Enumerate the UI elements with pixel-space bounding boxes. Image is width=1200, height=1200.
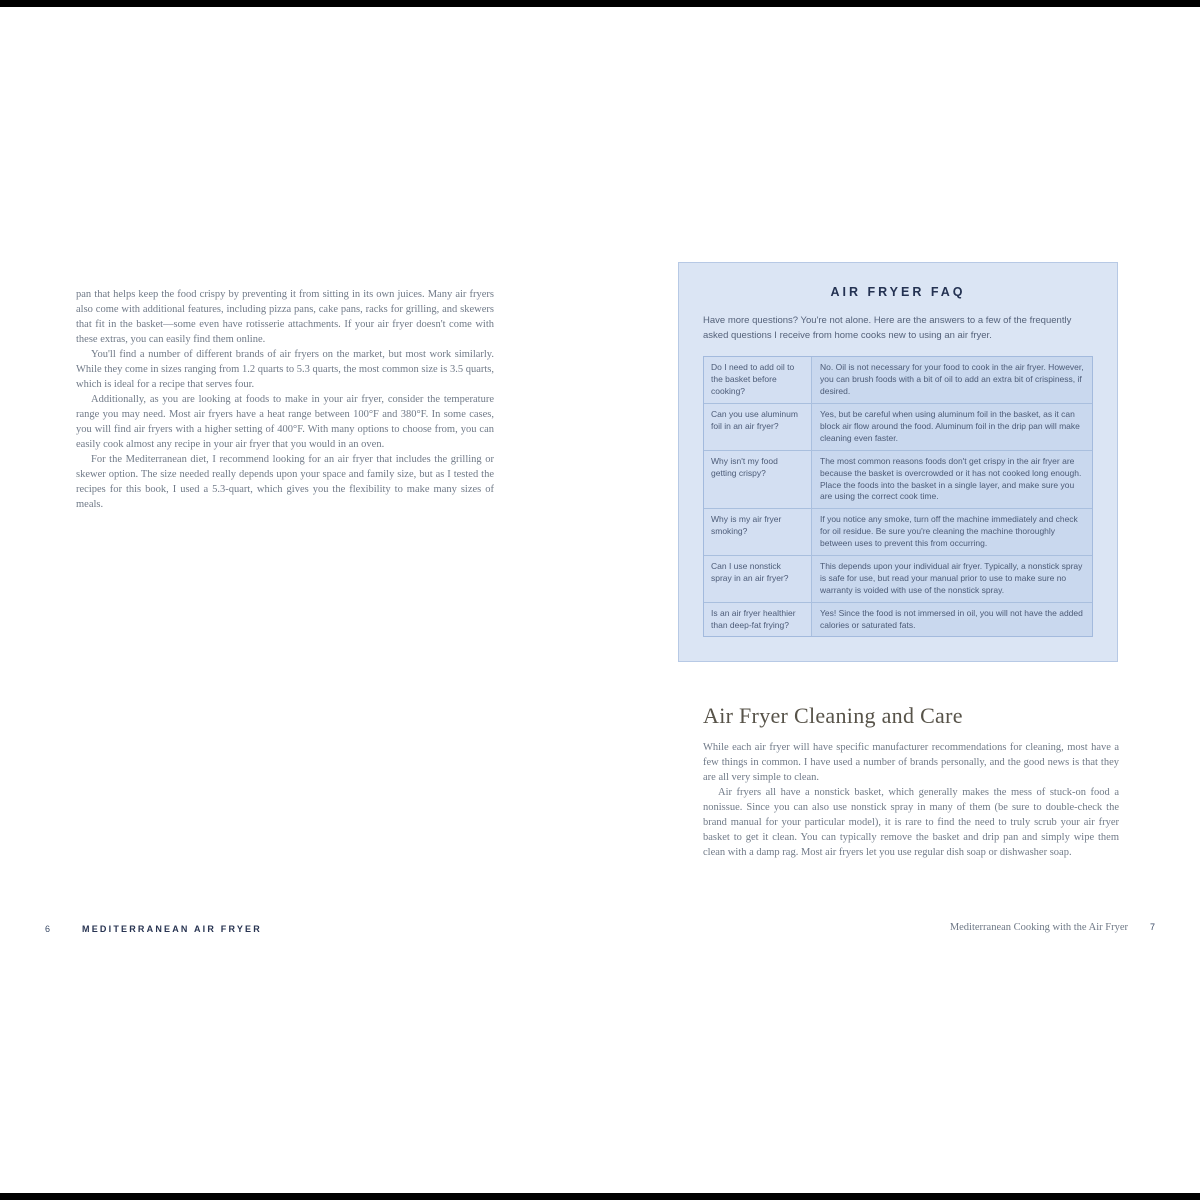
section-heading: Air Fryer Cleaning and Care <box>703 703 963 728</box>
page-number: 7 <box>1149 922 1155 932</box>
faq-row <box>704 509 1092 556</box>
faq-answer: Yes! Since the food is not immersed in oil, you will not have the added calories or saturated fats. <box>812 603 1092 637</box>
faq-question: Can I use nonstick spray in an air fryer? <box>704 556 812 602</box>
faq-box <box>678 262 1118 662</box>
faq-row <box>704 357 1092 404</box>
faq-answer: No. Oil is not necessary for your food to cook in the air fryer. However, you can brush foods with a bit of oil to add an extra bit of crispiness, if desired. <box>812 357 1092 403</box>
faq-row <box>704 404 1092 451</box>
left-page-body <box>76 287 494 512</box>
right-page-footer <box>950 922 1155 933</box>
faq-intro: Have more questions? You're not alone. Here are the answers to a few of the frequently asked questions I receive from home cooks new to using an air fryer. <box>703 315 1072 341</box>
paragraph: Air fryers all have a nonstick basket, which generally makes the mess of stuck-on food a nonissue. Since you can also use nonstick spray in many of them (be sure to double-check the brand manual for your particular model), it is rare to find the need to truly scrub your air fryer basket to get it clean. You can typically remove the basket and drip pan and simply wipe them clean with a damp rag. Most air fryers let you use regular dish soap or dishwasher soap. <box>703 787 1119 858</box>
faq-table <box>703 356 1093 637</box>
paragraph: You'll find a number of different brands of air fryers on the market, but most work similarly. While they come in sizes ranging from 1.2 quarts to 5.3 quarts, the most common size is 3.5 quarts, which is ideal for a recipe that serves four. <box>76 349 494 390</box>
faq-question: Why is my air fryer smoking? <box>704 509 812 555</box>
running-title: MEDITERRANEAN AIR FRYER <box>82 924 262 934</box>
faq-answer: This depends upon your individual air fryer. Typically, a nonstick spray is safe for use, but read your manual prior to use to make sure no warranty is voided with use of the nonstick spray. <box>812 556 1092 602</box>
paragraph: pan that helps keep the food crispy by preventing it from sitting in its own juices. Many air fryers also come with additional features, including pizza pans, cake pans, racks for grilling, and skewers that fit in the basket—some even have rotisserie attachments. If your air fryer doesn't come with these extras, you can easily find them online. <box>76 289 494 345</box>
faq-row <box>704 603 1092 637</box>
faq-question: Can you use aluminum foil in an air fryer? <box>704 404 812 450</box>
faq-answer: Yes, but be careful when using aluminum foil in the basket, as it can block air flow around the food. Aluminum foil in the drip pan will make cleaning even faster. <box>812 404 1092 450</box>
paragraph: While each air fryer will have specific manufacturer recommendations for cleaning, most have a few things in common. I have used a number of brands personally, and the good news is that they are all very simple to clean. <box>703 742 1119 783</box>
right-page-body <box>703 740 1119 860</box>
faq-answer: The most common reasons foods don't get crispy in the air fryer are because the basket is overcrowded or it has not cooked long enough. Place the foods into the basket in a single layer, and make sure you are using the correct cook time. <box>812 451 1092 509</box>
faq-question: Why isn't my food getting crispy? <box>704 451 812 509</box>
frame-top-bar <box>0 0 1200 7</box>
faq-question: Is an air fryer healthier than deep-fat frying? <box>704 603 812 637</box>
running-title: Mediterranean Cooking with the Air Fryer <box>949 922 1128 933</box>
faq-question: Do I need to add oil to the basket before cooking? <box>704 357 812 403</box>
faq-row <box>704 556 1092 603</box>
paragraph: Additionally, as you are looking at foods to make in your air fryer, consider the temperature range you may need. Most air fryers have a heat range between 100°F and 380°F. In some cases, you will find air fryers with a higher setting of 400°F. With many options to choose from, you can easily cook almost any recipe in your air fryer that you would in an oven. <box>76 394 494 450</box>
page-number: 6 <box>45 924 51 934</box>
faq-title: AIR FRYER FAQ <box>830 285 966 299</box>
faq-row <box>704 451 1092 510</box>
frame-bottom-bar <box>0 1193 1200 1200</box>
paragraph: For the Mediterranean diet, I recommend looking for an air fryer that includes the grilling or skewer option. The size needed really depends upon your space and family size, but as I tested the recipes for this book, I used a 5.3-quart, which gives you the flexibility to make many sizes of meals. <box>76 454 494 510</box>
left-page-footer <box>45 924 262 934</box>
faq-answer: If you notice any smoke, turn off the machine immediately and check for oil residue. Be sure you're cleaning the machine thoroughly between uses to prevent this from occurring. <box>812 509 1092 555</box>
